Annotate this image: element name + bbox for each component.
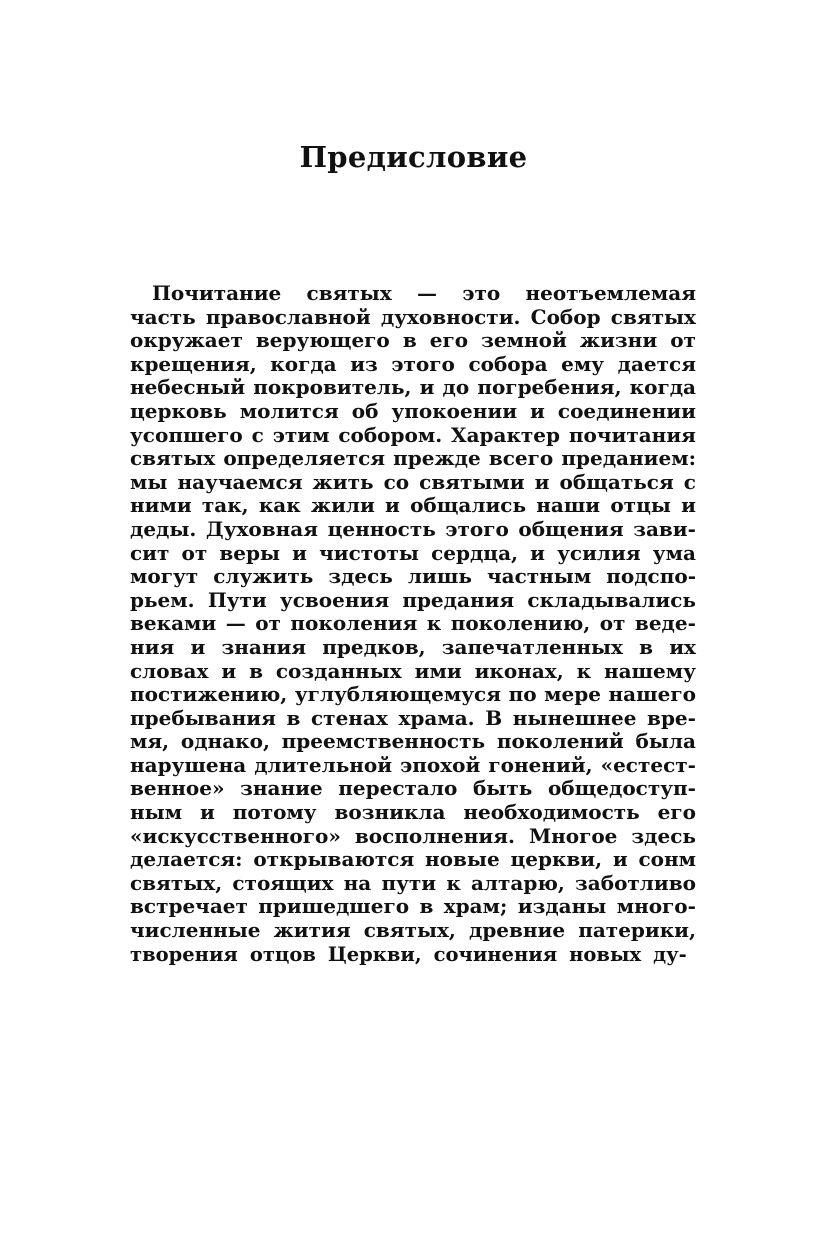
word: окружает xyxy=(130,328,243,353)
word: здесь xyxy=(631,823,696,848)
word: потому xyxy=(232,800,317,825)
text-line xyxy=(130,471,696,495)
word: с xyxy=(251,422,264,447)
word: Почитание xyxy=(152,281,282,305)
text-line xyxy=(130,612,696,636)
word: упокоении xyxy=(391,398,518,423)
word: поколений xyxy=(496,729,624,754)
text-line xyxy=(130,730,696,754)
word: преемственность xyxy=(281,729,486,754)
word: нынешнее xyxy=(512,705,637,730)
word: однако, xyxy=(180,729,270,754)
text-line xyxy=(130,542,696,566)
word: святых, xyxy=(363,918,456,943)
text-line xyxy=(130,282,696,306)
word: изданы xyxy=(517,894,607,919)
word: так, xyxy=(201,493,249,518)
text-line xyxy=(130,919,696,943)
text-line xyxy=(130,660,696,684)
word: на xyxy=(343,870,372,895)
word: ума xyxy=(652,540,696,565)
text-line xyxy=(130,683,696,707)
word: и xyxy=(221,658,237,683)
word: стенах xyxy=(311,705,388,730)
word: много- xyxy=(616,894,696,919)
word: мя, xyxy=(130,729,170,754)
word: отцы xyxy=(610,493,671,518)
word: от xyxy=(599,611,626,636)
word: об xyxy=(351,398,379,423)
word: знание xyxy=(240,776,323,801)
word: сонм xyxy=(638,847,696,872)
word: храм; xyxy=(443,894,508,919)
word: В xyxy=(485,705,503,730)
word: жития xyxy=(273,918,351,943)
word: духовности. xyxy=(380,304,521,329)
word: Многое xyxy=(528,823,618,848)
word: мы xyxy=(130,469,168,494)
word: предания xyxy=(402,587,515,612)
word: молится xyxy=(239,398,339,423)
word: веры xyxy=(219,540,281,565)
word: иконах, xyxy=(474,658,564,683)
word: нарушена xyxy=(130,752,247,777)
text-line xyxy=(130,825,696,849)
word: до xyxy=(442,375,470,400)
word: нашего xyxy=(608,682,696,707)
word: общения xyxy=(518,516,624,541)
word: могут xyxy=(130,564,199,589)
text-line xyxy=(130,895,696,919)
word: деды. xyxy=(130,516,197,541)
word: зави- xyxy=(633,516,696,541)
word: и xyxy=(292,540,308,565)
word: восполнения. xyxy=(354,823,515,848)
word: этого xyxy=(391,351,455,376)
word: православной xyxy=(205,304,371,329)
word: Характер xyxy=(451,422,561,447)
word: патерики, xyxy=(578,918,696,943)
word: Собор xyxy=(530,304,601,329)
word: пути xyxy=(381,870,437,895)
word: прежде xyxy=(393,446,481,471)
word: земной xyxy=(481,328,567,353)
word: Церкви, xyxy=(327,942,422,966)
word: алтарю, xyxy=(470,870,565,895)
word: творения xyxy=(130,942,238,966)
word: открываются xyxy=(253,847,415,872)
text-line xyxy=(130,589,696,613)
page-title: Предисловие xyxy=(299,140,528,174)
word: длительной xyxy=(254,752,393,777)
word: рьем. xyxy=(130,587,195,612)
word: их xyxy=(669,634,696,659)
word: святыми xyxy=(419,469,525,494)
word: научаемся xyxy=(177,469,303,494)
word: к xyxy=(576,658,592,683)
word: с xyxy=(683,469,696,494)
word: и xyxy=(419,375,435,400)
word: веками xyxy=(130,611,217,636)
word: покровитель, xyxy=(253,375,412,400)
word: — xyxy=(225,611,246,636)
word: поколению, xyxy=(450,611,591,636)
word: когда xyxy=(270,351,337,376)
word: от xyxy=(670,328,696,353)
word: знания xyxy=(221,634,307,659)
word: эпохой xyxy=(400,752,481,777)
word: жили xyxy=(310,493,375,518)
word: когда xyxy=(629,375,696,400)
word: ния xyxy=(130,634,175,659)
word: «естест- xyxy=(600,752,696,777)
word: церковь xyxy=(130,398,227,423)
word: наши xyxy=(536,493,601,518)
word: возникла xyxy=(334,800,446,825)
word: вре- xyxy=(647,705,696,730)
word: усилия xyxy=(557,540,641,565)
word: веде- xyxy=(634,611,696,636)
word: пришедшего xyxy=(258,894,410,919)
word: и xyxy=(385,493,400,518)
word: усопшего xyxy=(130,422,243,447)
word: и xyxy=(681,493,696,518)
word: поколения xyxy=(290,611,418,636)
word: собора xyxy=(468,351,548,376)
text-line xyxy=(130,777,696,801)
text-line xyxy=(130,400,696,424)
word: чистоты xyxy=(319,540,419,565)
word: крещения, xyxy=(130,351,257,376)
word: погребения, xyxy=(477,375,622,400)
text-line xyxy=(130,306,696,330)
word: ным xyxy=(130,800,183,825)
word: древние xyxy=(468,918,566,943)
word: созданных xyxy=(275,658,402,683)
text-line xyxy=(130,494,696,518)
word: ему xyxy=(561,351,605,376)
word: углубляющемуся xyxy=(294,682,502,707)
word: новых xyxy=(569,942,642,966)
preface-paragraph xyxy=(130,282,696,966)
word: новые xyxy=(425,847,500,872)
word: «искусственного» xyxy=(130,823,341,848)
word: Пути xyxy=(207,587,267,612)
word: и xyxy=(190,634,206,659)
word: жизни xyxy=(579,328,658,353)
word: в xyxy=(249,658,263,683)
text-line xyxy=(130,329,696,353)
word: в xyxy=(639,634,654,659)
word: дается xyxy=(617,351,696,376)
word: общедоступ- xyxy=(547,776,696,801)
text-line xyxy=(130,848,696,872)
word: всего xyxy=(488,446,554,471)
text-line xyxy=(130,353,696,377)
word: собором. xyxy=(338,422,443,447)
word: отцов xyxy=(249,942,316,966)
word: ду- xyxy=(653,942,687,966)
word: ими xyxy=(414,658,462,683)
word: часть xyxy=(130,304,196,329)
text-line xyxy=(130,707,696,731)
word: встречает xyxy=(130,894,248,919)
word: ценность xyxy=(327,516,436,541)
text-line xyxy=(130,754,696,778)
word: сит xyxy=(130,540,170,565)
word: со xyxy=(383,469,410,494)
word: от xyxy=(255,611,281,636)
word: усвоения xyxy=(279,587,390,612)
word: небесный xyxy=(130,375,246,400)
word: была xyxy=(635,729,696,754)
word: почитания xyxy=(568,422,696,447)
word: делается: xyxy=(130,847,243,872)
word: этого xyxy=(445,516,509,541)
word: и xyxy=(534,469,550,494)
text-line xyxy=(130,565,696,589)
text-line xyxy=(130,872,696,896)
word: церкви, xyxy=(510,847,603,872)
word: святых, xyxy=(130,870,223,895)
word: общались xyxy=(410,493,527,518)
word: пребывания xyxy=(130,705,276,730)
text-line xyxy=(130,636,696,660)
word: венное» xyxy=(130,776,225,801)
word: верующего xyxy=(255,328,390,353)
word: в xyxy=(419,894,434,919)
word: и xyxy=(199,800,215,825)
word: соединении xyxy=(557,398,696,423)
word: мере xyxy=(544,682,601,707)
word: по xyxy=(508,682,537,707)
word: предков, xyxy=(322,634,426,659)
word: сердца, xyxy=(431,540,519,565)
word: необходимость xyxy=(463,800,640,825)
word: нашему xyxy=(603,658,696,683)
word: святых xyxy=(130,446,216,471)
word: быть xyxy=(472,776,533,801)
word: заботливо xyxy=(575,870,696,895)
word: жить xyxy=(312,469,374,494)
word: этим xyxy=(272,422,330,447)
word: численные xyxy=(130,918,261,943)
word: от xyxy=(181,540,208,565)
word: и xyxy=(530,398,545,423)
word: — xyxy=(417,281,438,305)
word: здесь xyxy=(328,564,393,589)
text-line xyxy=(130,943,696,967)
word: складывались xyxy=(527,587,696,612)
word: это xyxy=(462,281,501,305)
text-line xyxy=(130,447,696,471)
text-line xyxy=(130,424,696,448)
word: как xyxy=(258,493,301,518)
word: к xyxy=(426,611,442,636)
word: словах xyxy=(130,658,209,683)
word: его xyxy=(657,800,696,825)
word: к xyxy=(446,870,461,895)
word: запечатленных xyxy=(441,634,623,659)
word: общаться xyxy=(559,469,674,494)
word: неотъемлемая xyxy=(525,281,696,305)
word: сочинения xyxy=(433,942,558,966)
word: в xyxy=(402,328,417,353)
word: храма. xyxy=(398,705,475,730)
word: гонений, xyxy=(488,752,593,777)
word: в xyxy=(286,705,301,730)
word: стоящих xyxy=(232,870,334,895)
word: постижению, xyxy=(130,682,288,707)
word: преданием: xyxy=(561,446,696,471)
word: служить xyxy=(213,564,314,589)
word: Духовная xyxy=(205,516,319,541)
text-line xyxy=(130,801,696,825)
word: подспо- xyxy=(606,564,696,589)
word: его xyxy=(429,328,469,353)
word: ними xyxy=(130,493,192,518)
word: частным xyxy=(486,564,592,589)
word: и xyxy=(530,540,545,565)
word: святых xyxy=(610,304,696,329)
text-line xyxy=(130,376,696,400)
word: и xyxy=(612,847,628,872)
word: определяется xyxy=(223,446,386,471)
word: святых xyxy=(306,281,392,305)
text-line xyxy=(130,518,696,542)
word: лишь xyxy=(407,564,472,589)
word: из xyxy=(350,351,378,376)
word: перестало xyxy=(338,776,458,801)
